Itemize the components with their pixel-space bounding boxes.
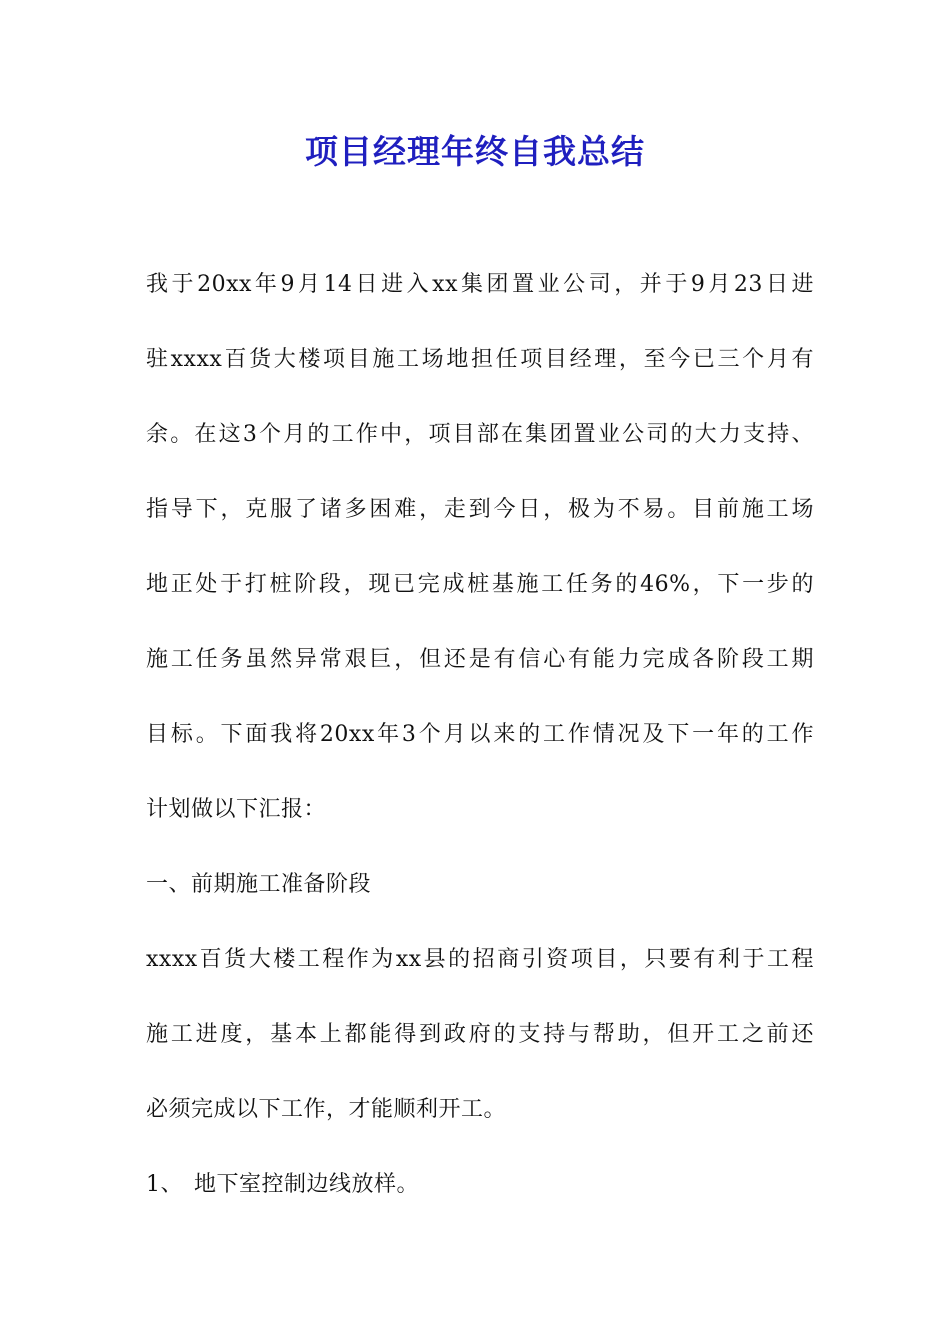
paragraph-line: 驻xxxx百货大楼项目施工场地担任项目经理，至今已三个月有 bbox=[146, 347, 814, 372]
paragraph-line: 必须完成以下工作，才能顺利开工。 bbox=[146, 1097, 507, 1122]
list-item-number: 1、 bbox=[146, 1172, 183, 1197]
paragraph-line: xxxx百货大楼工程作为xx县的招商引资项目，只要有利于工程 bbox=[146, 947, 814, 972]
section-heading: 一、前期施工准备阶段 bbox=[146, 872, 372, 897]
paragraph-line: 我于20xx年9月14日进入xx集团置业公司，并于9月23日进 bbox=[146, 272, 814, 297]
paragraph-line: 地正处于打桩阶段，现已完成桩基施工任务的46%，下一步的 bbox=[146, 572, 814, 597]
paragraph-line: 指导下，克服了诸多困难，走到今日，极为不易。目前施工场 bbox=[146, 497, 814, 522]
paragraph-line: 施工进度，基本上都能得到政府的支持与帮助，但开工之前还 bbox=[146, 1022, 814, 1047]
paragraph-line: 施工任务虽然异常艰巨，但还是有信心有能力完成各阶段工期 bbox=[146, 647, 814, 672]
paragraph-line: 计划做以下汇报： bbox=[146, 797, 327, 822]
list-item bbox=[146, 1162, 814, 1237]
list-item-text: 地下室控制边线放样。 bbox=[194, 1172, 420, 1197]
document-body bbox=[146, 262, 814, 1237]
paragraph-line: 目标。下面我将20xx年3个月以来的工作情况及下一年的工作 bbox=[146, 722, 814, 747]
document-title: 项目经理年终自我总结 bbox=[305, 132, 645, 171]
paragraph-line: 余。在这3个月的工作中，项目部在集团置业公司的大力支持、 bbox=[146, 422, 814, 447]
